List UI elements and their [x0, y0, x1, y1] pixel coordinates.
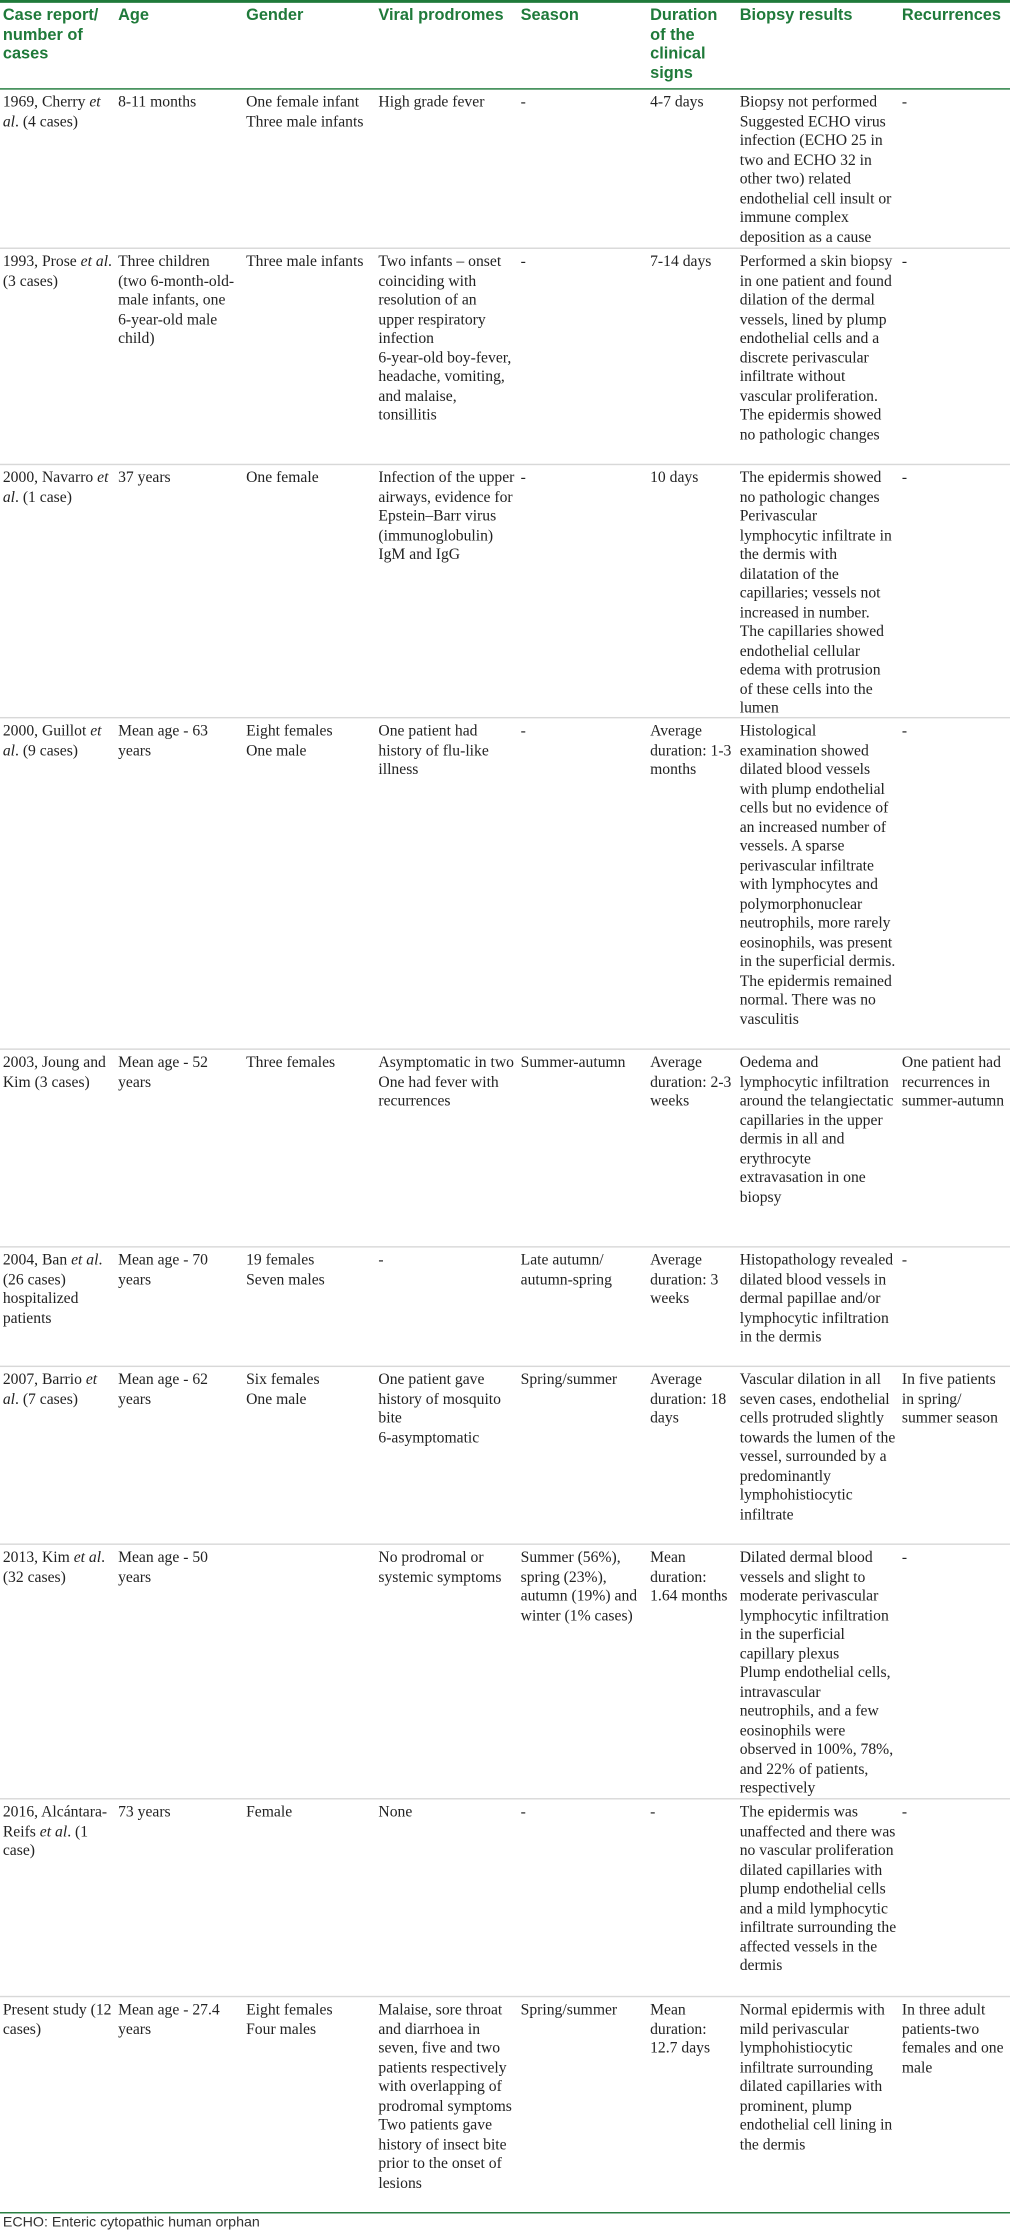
- biopsy-cell: Histopathology revealed dilated blood vessels in dermal papillae and/or lymphocytic infiltration in the dermis: [739, 1251, 894, 1346]
- header-age: Age: [118, 7, 149, 25]
- duration-cell: 7-14 days: [650, 253, 712, 271]
- prodromes-cell: Asymptomatic in two One had fever with recurrences: [378, 1054, 515, 1110]
- gender-cell: Eight females One male: [246, 722, 333, 759]
- case-report-cell: 2013, Kim et al. (32 cases): [2, 1549, 106, 1586]
- biopsy-cell: The epidermis was unaffected and there was no vascular proliferation dilated capillaries with plump endothelial cells and a mild lymphocytic infiltrate surrounding the affected vessels in the dermis: [739, 1803, 897, 1975]
- prodromes-cell: One patient gave history of mosquito bite 6-asymptomatic: [378, 1371, 501, 1447]
- age-cell: Mean age - 63 years: [118, 722, 209, 759]
- age-cell: 73 years: [118, 1803, 171, 1821]
- biopsy-cell: The epidermis showed no pathologic changes Perivascular lymphocytic infiltrate in the dermis with dilatation of the capillaries; vessels not increased in number. The capillaries showed endothelial cellular edema with protrusion of these cells into the lumen: [739, 469, 892, 717]
- season-cell: Late autumn/ autumn-spring: [520, 1251, 612, 1289]
- header-recurrences: Recurrences: [901, 7, 1002, 25]
- duration-cell: 10 days: [650, 469, 699, 487]
- recurrences-cell: In three adult patients-two females and one male: [901, 2001, 1004, 2077]
- case-report-cell: 2000, Navarro et al. (1 case): [2, 469, 109, 506]
- gender-cell: Eight females Four males: [246, 2001, 333, 2038]
- recurrences-cell: One patient had recurrences in summer-autumn: [901, 1054, 1005, 1110]
- header-season: Season: [520, 7, 579, 25]
- age-cell: Mean age - 50 years: [118, 1549, 209, 1586]
- header-duration: Duration of the clinical signs: [650, 7, 718, 82]
- row-divider: [0, 1543, 1010, 1544]
- row-divider: [0, 1246, 1010, 1247]
- gender-cell: Three male infants: [246, 253, 364, 271]
- footer-rule: [0, 2212, 1010, 2213]
- biopsy-cell: Dilated dermal blood vessels and slight to moderate perivascular lymphocytic infiltration in the superficial capillary plexus Plump endothelial cells, intravascular neutrophils, and a few eosinophils were observed in 100%, 78%, and 22% of patients, respectively: [739, 1549, 894, 1797]
- biopsy-cell: Biopsy not performed Suggested ECHO virus infection (ECHO 25 in two and ECHO 32 in other two) related endothelial cell insult or immune complex deposition as a cause: [739, 93, 892, 246]
- row-divider: [0, 248, 1010, 249]
- prodromes-cell: -: [378, 1251, 384, 1269]
- age-cell: Mean age - 62 years: [118, 1371, 209, 1408]
- row-divider: [0, 1048, 1010, 1049]
- biopsy-cell: Vascular dilation in all seven cases, endothelial cells protruded slightly towards the lumen of the vessel, surrounded by a predominantly lymphohistiocytic infiltrate: [739, 1371, 896, 1523]
- row-divider: [0, 1798, 1010, 1799]
- age-cell: Mean age - 70 years: [118, 1251, 209, 1289]
- recurrences-cell: -: [901, 253, 908, 271]
- header-viral-prodromes: Viral prodromes: [378, 7, 504, 25]
- season-cell: -: [520, 469, 526, 487]
- season-cell: -: [520, 253, 526, 271]
- season-cell: Spring/summer: [520, 1371, 618, 1389]
- recurrences-cell: -: [901, 93, 908, 111]
- header-biopsy-results: Biopsy results: [739, 7, 853, 25]
- gender-cell: One female infant Three male infants: [246, 93, 364, 131]
- gender-cell: Six females One male: [246, 1371, 320, 1408]
- row-divider: [0, 464, 1010, 465]
- recurrences-cell: -: [901, 1251, 908, 1269]
- header-rule: [0, 88, 1010, 89]
- biopsy-cell: Performed a skin biopsy in one patient and found dilation of the dermal vessels, lined by plump endothelial cells and a discrete perivascular infiltrate without vascular proliferation. The epidermis showed no pathologic changes: [739, 253, 893, 444]
- age-cell: 37 years: [118, 469, 171, 487]
- top-rule: [0, 0, 1010, 3]
- table-footnote: ECHO: Enteric cytopathic human orphan: [2, 2214, 260, 2231]
- season-cell: -: [520, 722, 526, 740]
- duration-cell: Mean duration: 12.7 days: [650, 2001, 711, 2057]
- case-report-cell: 2004, Ban et al. (26 cases) hospitalized patients: [2, 1251, 103, 1327]
- duration-cell: Average duration: 1-3 months: [650, 722, 732, 779]
- gender-cell: One female: [246, 469, 319, 487]
- case-report-cell: 2016, Alcántara-Reifs et al. (1 case): [2, 1803, 108, 1860]
- duration-cell: 4-7 days: [650, 93, 704, 111]
- case-report-cell: 2003, Joung and Kim (3 cases): [2, 1054, 106, 1091]
- recurrences-cell: -: [901, 1549, 908, 1567]
- duration-cell: Average duration: 2-3 weeks: [650, 1054, 732, 1110]
- age-cell: Mean age - 52 years: [118, 1054, 209, 1091]
- biopsy-cell: Histological examination showed dilated blood vessels with plump endothelial cells but no evidence of an increased number of vessels. A sparse perivascular infiltrate with lymphocytes and polymorphonuclear neutrophils, more rarely eosinophils, was present in the superficial dermis. The epidermis remained normal. There was no vasculitis: [739, 722, 896, 1028]
- season-cell: Spring/summer: [520, 2001, 618, 2019]
- season-cell: -: [520, 1803, 526, 1821]
- age-cell: Three children (two 6-month-old-male infants, one 6-year-old male child): [118, 253, 235, 348]
- prodromes-cell: Two infants – onset coinciding with resolution of an upper respiratory infection 6-year-old boy-fever, headache, vomiting, and malaise, tonsillitis: [378, 253, 512, 424]
- header-case-report: Case report/ number of cases: [2, 7, 99, 63]
- gender-cell: 19 females Seven males: [246, 1251, 325, 1289]
- prodromes-cell: None: [378, 1803, 413, 1821]
- prodromes-cell: Malaise, sore throat and diarrhoea in seven, five and two patients respectively with overlapping of prodromal symptoms Two patients gave history of insect bite prior to the onset of lesions: [378, 2001, 512, 2192]
- recurrences-cell: In five patients in spring/ summer season: [901, 1371, 998, 1427]
- season-cell: Summer (56%), spring (23%), autumn (19%) and winter (1% cases): [520, 1549, 638, 1624]
- recurrences-cell: -: [901, 722, 908, 740]
- duration-cell: Average duration: 3 weeks: [650, 1251, 719, 1308]
- row-divider: [0, 717, 1010, 718]
- prodromes-cell: High grade fever: [378, 93, 485, 111]
- case-report-cell: Present study (12 cases): [2, 2001, 112, 2038]
- row-divider: [0, 1366, 1010, 1367]
- duration-cell: -: [650, 1803, 656, 1821]
- recurrences-cell: -: [901, 1803, 908, 1821]
- age-cell: Mean age - 27.4 years: [118, 2001, 220, 2038]
- prodromes-cell: No prodromal or systemic symptoms: [378, 1549, 502, 1586]
- biopsy-cell: Normal epidermis with mild perivascular lymphohistiocytic infiltrate surrounding dilated capillaries with prominent, plump endothelial cell lining in the dermis: [739, 2001, 893, 2154]
- season-cell: -: [520, 93, 526, 111]
- row-divider: [0, 1996, 1010, 1997]
- case-report-cell: 2007, Barrio et al. (7 cases): [2, 1371, 98, 1408]
- gender-cell: Female: [246, 1803, 293, 1821]
- biopsy-cell: Oedema and lymphocytic infiltration around the telangiectatic capillaries in the upper dermis in all and erythrocyte extravasation in one biopsy: [739, 1054, 894, 1206]
- duration-cell: Mean duration: 1.64 months: [650, 1549, 728, 1605]
- case-report-cell: 2000, Guillot et al. (9 cases): [2, 722, 102, 759]
- gender-cell: Three females: [246, 1054, 336, 1072]
- age-cell: 8-11 months: [118, 93, 197, 111]
- duration-cell: Average duration: 18 days: [650, 1371, 727, 1427]
- prodromes-cell: Infection of the upper airways, evidence for Epstein–Barr virus (immunoglobulin) IgM and IgG: [378, 469, 515, 564]
- recurrences-cell: -: [901, 469, 908, 487]
- season-cell: Summer-autumn: [520, 1054, 626, 1072]
- header-gender: Gender: [246, 7, 304, 25]
- prodromes-cell: One patient had history of flu-like illness: [378, 722, 489, 779]
- case-report-cell: 1969, Cherry et al. (4 cases): [2, 93, 101, 131]
- case-report-cell: 1993, Prose et al. (3 cases): [2, 253, 112, 290]
